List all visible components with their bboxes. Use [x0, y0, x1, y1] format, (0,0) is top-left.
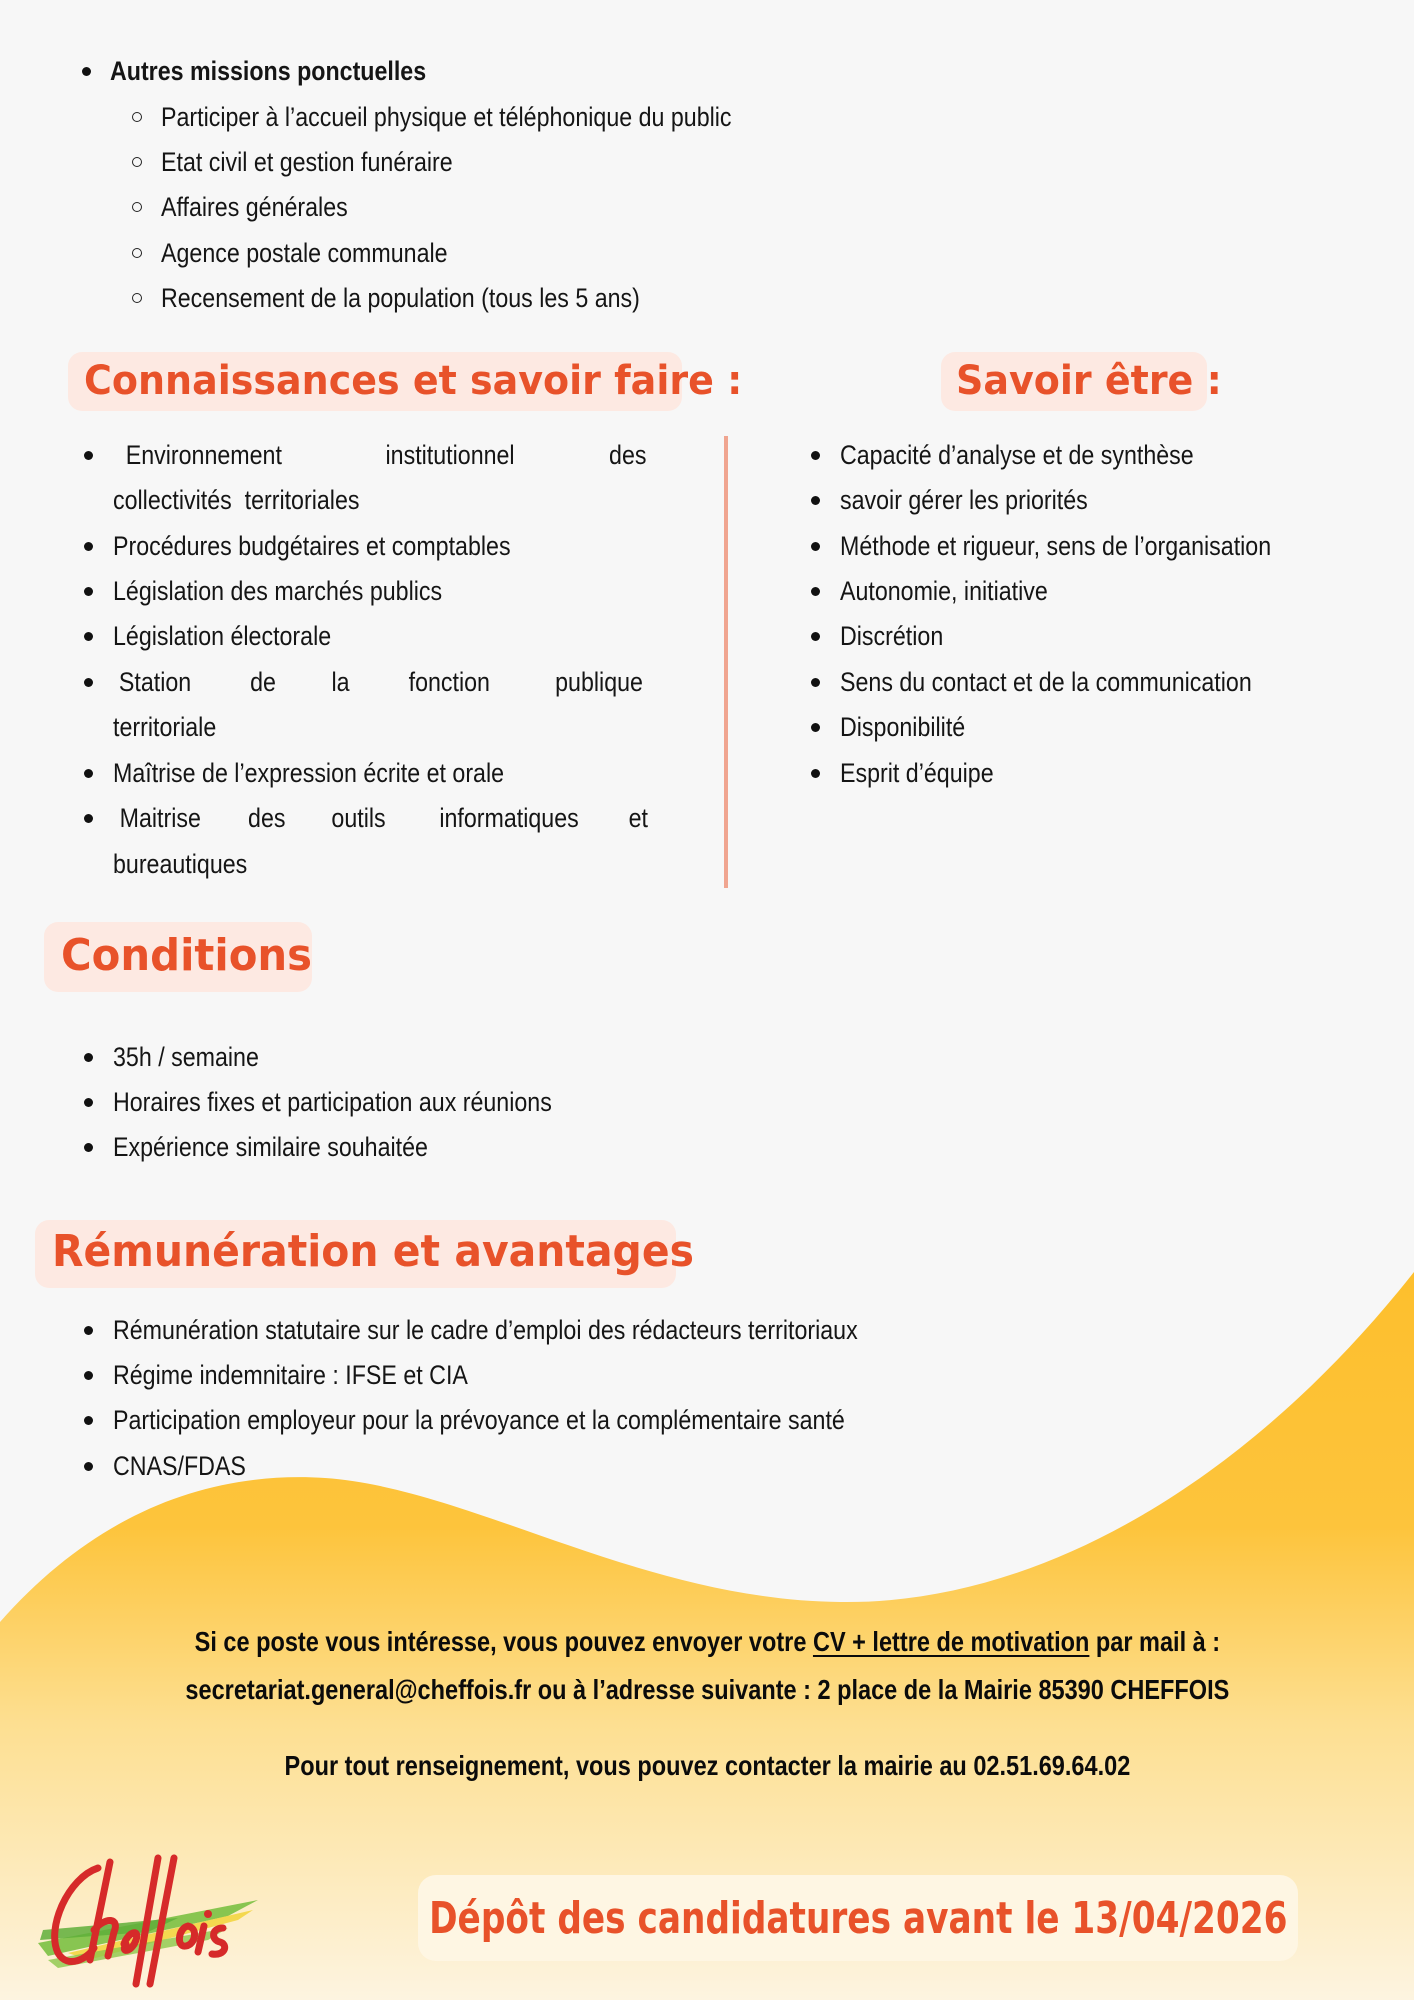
savoir-etre-item: Autonomie, initiative — [840, 576, 1048, 606]
contact-line-2 — [0, 1670, 1414, 1710]
bullet-icon — [84, 814, 93, 823]
bullet-icon — [84, 1371, 93, 1380]
bullet-icon — [84, 1053, 93, 1062]
remuneration-item: Participation employeur pour la prévoyance et la complémentaire santé — [113, 1405, 845, 1435]
mission-item: Agence postale communale — [161, 238, 448, 268]
savoir-etre-item: Disponibilité — [840, 712, 966, 742]
word: des — [248, 803, 286, 833]
word: informatiques — [438, 803, 579, 833]
bullet-icon — [811, 451, 820, 460]
phone-intro: Pour tout renseignement, vous pouvez contacter la mairie au — [284, 1750, 973, 1781]
bullet-icon — [82, 67, 91, 76]
sub-bullet-icon — [132, 248, 142, 258]
savoir-etre-title: Savoir être : — [956, 358, 1222, 404]
sub-bullet-icon — [132, 293, 142, 303]
connaissances-item: Procédures budgétaires et comptables — [113, 531, 511, 561]
word: outils — [331, 803, 386, 833]
savoir-etre-item: Sens du contact et de la communication — [840, 667, 1252, 697]
savoir-etre-item: Méthode et rigueur, sens de l’organisation — [840, 531, 1272, 561]
postal-address: ou à l’adresse suivante : 2 place de la Mairie 85390 CHEFFOIS — [530, 1674, 1229, 1705]
bullet-icon — [811, 587, 820, 596]
column-divider — [724, 436, 728, 888]
bullet-icon — [84, 451, 93, 460]
word: Station — [118, 667, 192, 697]
phone-number[interactable]: 02.51.69.64.02 — [972, 1750, 1130, 1781]
connaissances-item: Législation électorale — [113, 621, 332, 651]
deadline-text — [418, 1875, 1298, 1961]
bullet-icon — [811, 542, 820, 551]
bullet-icon — [84, 542, 93, 551]
conditions-item: Horaires fixes et participation aux réunions — [113, 1087, 552, 1117]
cv-lettre-link: CV + lettre de motivation — [812, 1626, 1089, 1657]
contact-intro: Si ce poste vous intéresse, vous pouvez envoyer votre — [194, 1626, 813, 1657]
connaissances-item-0-line-1: collectivités territoriales — [113, 485, 360, 515]
connaissances-item: Maîtrise de l’expression écrite et orale — [113, 758, 505, 788]
word: Environnement — [125, 440, 282, 470]
bullet-icon — [84, 1098, 93, 1107]
word: de — [250, 667, 277, 697]
remuneration-title: Rémunération et avantages — [52, 1226, 694, 1277]
connaissances-item-0-line-0 — [113, 438, 650, 472]
remuneration-item: Rémunération statutaire sur le cadre d’emploi des rédacteurs territoriaux — [113, 1315, 858, 1345]
connaissances-item-4-line-0 — [113, 665, 650, 699]
savoir-etre-item: Esprit d’équipe — [840, 758, 994, 788]
word: et — [629, 803, 649, 833]
email-link[interactable]: secretariat.general@cheffois.fr — [185, 1674, 531, 1705]
bullet-icon — [811, 723, 820, 732]
conditions-title: Conditions — [61, 930, 313, 981]
mission-item: Affaires générales — [161, 192, 348, 222]
connaissances-item-6-line-0 — [113, 801, 650, 835]
savoir-etre-item: Discrétion — [840, 621, 944, 651]
conditions-item: Expérience similaire souhaitée — [113, 1132, 428, 1162]
contact-line-1 — [0, 1622, 1414, 1662]
conditions-item: 35h / semaine — [113, 1042, 259, 1072]
mission-item: Etat civil et gestion funéraire — [161, 147, 453, 177]
contact-par-mail: par mail à : — [1088, 1626, 1220, 1657]
word: institutionnel — [385, 440, 516, 470]
bullet-icon — [811, 769, 820, 778]
mission-item: Recensement de la population (tous les 5 ans) — [161, 283, 640, 313]
logo-dot — [204, 1910, 212, 1918]
bullet-icon — [84, 769, 93, 778]
savoir-etre-item: Capacité d’analyse et de synthèse — [840, 440, 1194, 470]
connaissances-title: Connaissances et savoir faire : — [84, 358, 743, 404]
word: publique — [555, 667, 643, 697]
bullet-icon — [811, 678, 820, 687]
bullet-icon — [84, 632, 93, 641]
connaissances-item-4-line-1: territoriale — [113, 712, 217, 742]
bullet-icon — [811, 632, 820, 641]
sub-bullet-icon — [132, 202, 142, 212]
missions-heading: Autres missions ponctuelles — [110, 56, 427, 86]
bullet-icon — [84, 1462, 93, 1471]
bullet-icon — [84, 587, 93, 596]
word: la — [331, 667, 350, 697]
connaissances-item-6-line-1: bureautiques — [113, 849, 248, 879]
word: des — [609, 440, 647, 470]
bullet-icon — [84, 1326, 93, 1335]
bullet-icon — [84, 1143, 93, 1152]
word: fonction — [408, 667, 490, 697]
cheffois-logo-icon — [28, 1848, 268, 1988]
remuneration-item: CNAS/FDAS — [113, 1451, 246, 1481]
sub-bullet-icon — [132, 157, 142, 167]
bullet-icon — [84, 1416, 93, 1425]
contact-line-3 — [0, 1746, 1414, 1786]
mission-item: Participer à l’accueil physique et téléphonique du public — [161, 102, 732, 132]
deadline-label: Dépôt des candidatures avant le 13/04/2026 — [428, 1892, 1288, 1944]
word: Maitrise — [119, 803, 201, 833]
connaissances-item: Législation des marchés publics — [113, 576, 443, 606]
remuneration-item: Régime indemnitaire : IFSE et CIA — [113, 1360, 468, 1390]
savoir-etre-item: savoir gérer les priorités — [840, 485, 1088, 515]
bullet-icon — [811, 496, 820, 505]
sub-bullet-icon — [132, 112, 142, 122]
bullet-icon — [84, 678, 93, 687]
